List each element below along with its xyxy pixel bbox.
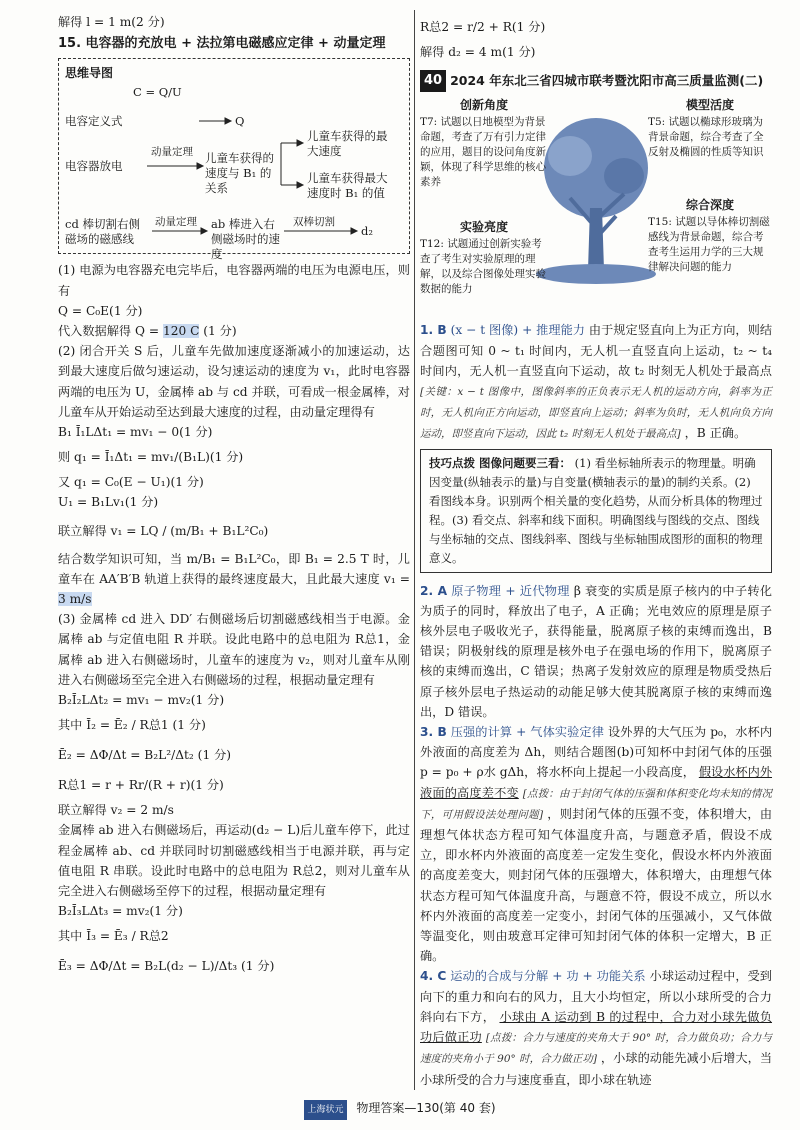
- column-divider: [414, 10, 415, 1090]
- model-heading: 模型活度: [685, 98, 734, 113]
- eq-q1-c0: 又 q₁ = C₀(E − U₁)(1 分): [58, 475, 204, 490]
- cap-definition: 电容定义式: [65, 114, 123, 129]
- experiment-text: T12: 试题通过创新实验考查了考生对实验原理的理解，以及综合图像处理实验数据的能力: [420, 238, 546, 296]
- max-speed-node: 儿童车获得的最大速度: [307, 129, 388, 159]
- solution-part-2: (2) 闭合开关 S 后，儿童车先做加速度逐渐减小的加速运动，达到最大速度后做匀速运动，设匀速运动的速度为 v₁，此时电容器两端的电压为 U，金属棒 ab 与 cd 并联，可看成一根金属棒，对儿童车从开始运动至达到最大速度的过程，由动量定理得有: [58, 344, 410, 419]
- eq-q1: 则 q₁ = Ī₁Δt₁ = mv₁/(B₁L)(1 分): [58, 450, 244, 465]
- exam-title: 2024 年东北三省四城市联考暨沈阳市高三质量监测(二): [450, 73, 764, 89]
- eq-q-c0e: Q = C₀E(1 分): [58, 303, 143, 318]
- answer-1-text: 由于规定竖直向上为正方向，则结合题图可知 0 ~ t₁ 时间内，无人机一直竖直向上运动，t₂ ~ t₄ 时间内，无人机一直竖直向下运动，故 t₂ 时刻无人机处于最高点: [420, 323, 773, 378]
- answer-3: [420, 722, 772, 966]
- depth-text: T15: 试题以导体棒切割磁感线为背景命题，综合考查考生运用力学的三大规律解决问题的能力: [648, 216, 770, 274]
- eq-q-result: 120 C: [162, 324, 200, 339]
- eq-r-total-2: R总2 = r/2 + R(1 分): [420, 19, 546, 34]
- solution-part-2-conclusion: [58, 549, 410, 610]
- answer-2-tag: 原子物理 + 近代物理: [451, 583, 570, 598]
- q15-title: 15. 电容器的充放电 + 法拉第电磁感应定律 + 动量定理: [58, 36, 386, 52]
- answer-3-assumption: 假设水杯内外液面的高度差不变: [420, 765, 773, 800]
- page-label: 物理答案—130(第 40 套): [356, 1101, 496, 1115]
- eq-q-prefix: 代入数据解得 Q =: [58, 324, 160, 339]
- eq-u1: U₁ = B₁Lv₁(1 分): [58, 495, 159, 510]
- tip-box: [420, 449, 772, 573]
- highlights-panel: [420, 98, 772, 316]
- answer-1-tag: (x − t 图像) + 推理能力: [450, 323, 586, 338]
- cd-cut-node: cd 棒切割右侧磁场的磁感线: [65, 217, 140, 247]
- right-column: [420, 12, 772, 1090]
- eq-d2: 解得 d₂ = 4 m(1 分): [420, 45, 536, 59]
- answer-4-note: [点拨：合力与速度的夹角大于 90° 时，合力做负功；合力与速度的夹角小于 90° 时，合力做正功]: [420, 1032, 772, 1066]
- publisher-logo: 上海状元: [304, 1100, 346, 1120]
- top-line: 解得 l = 1 m(2 分): [58, 15, 165, 29]
- experiment-block: [420, 220, 548, 297]
- tip-text: (1) 看坐标轴所表示的物理量。明确因变量(纵轴表示的量)与自变量(横轴表示的量)的制约关系。(2) 看图线本身。识别两个相关量的变化趋势，从而分析具体的物理过程。(3) 看交点、斜率和线下面积。明确图线与图线的交点、图线与坐标轴的交点、图线斜率、图线与坐标轴围成图形的面积的物理意义。: [429, 455, 763, 565]
- answer-3-text-1: 设外界的大气压为 p₀，水杯内外液面的高度差为 Δh，则结合题图(b)可知杯中封闭气体的压强 p = p₀ + ρ水 gΔh，将水杯向上提起一小段高度，: [420, 725, 773, 780]
- answer-4-text-2: ，小球的动能先减小后增大，当小球所受的合力与速度垂直，即小球在轨迹: [420, 1051, 773, 1087]
- innovation-heading: 创新角度: [459, 98, 508, 113]
- depth-heading: 综合深度: [685, 198, 734, 213]
- conclusion-text: 结合数学知识可知，当 m/B₁ = B₁L²C₀，即 B₁ = 2.5 T 时，儿童车在 AA′B′B 轨道上获得的最终速度最大，且此最大速度 v₁ =: [58, 551, 410, 586]
- eq-q-value: [58, 321, 410, 341]
- eq-e3: Ē₃ = ΔΦ/Δt = B₂L(d₂ − L)/Δt₃ (1 分): [58, 959, 275, 974]
- eq-q-score: (1 分): [203, 324, 237, 339]
- answer-3-note: [点拨：由于封闭气体的压强和体积变化均未知的情况下，可用假设法处理问题]: [420, 787, 772, 821]
- answer-1: [420, 320, 772, 444]
- q-node: Q: [235, 114, 245, 129]
- exam-number: 40: [420, 70, 446, 92]
- left-column: [58, 12, 410, 981]
- depth-block: [648, 198, 772, 275]
- momentum-label-2: 动量定理: [155, 216, 197, 229]
- solution-part-3: (3) 金属棒 cd 进入 DD′ 右侧磁场后切割磁感线相当于电源。金属棒 ab 与定值电阻 R 并联。设此电路中的总电阻为 R总1，金属棒 ab 进入右侧磁场时，儿童车的速度为 v₂，则对儿童车从刚进入右侧磁场至完全进入右侧磁场的过程，根据动量定理有: [58, 612, 410, 687]
- cap-discharge: 电容器放电: [65, 159, 123, 174]
- double-cut-label: 双棒切割: [293, 216, 335, 229]
- v1-result: 3 m/s: [58, 592, 92, 607]
- eq-momentum-1: B₁ Ī₁LΔt₁ = mv₁ − 0(1 分): [58, 425, 213, 440]
- innovation-block: [420, 98, 548, 190]
- innovation-text: T7: 试题以日地模型为背景命题，考查了万有引力定律的应用，题目的设问角度新颖，体现了科学思维的核心素养: [420, 116, 546, 189]
- solution-part-3b: 金属棒 ab 进入右侧磁场后，再运动(d₂ − L)后儿童车停下，此过程金属棒 ab、cd 并联同时切割磁感线相当于电源并联，再与定值电阻 R 串联。设此时电路中的总电阻为 R总2，则对儿童车从完全进入右侧磁场至停下的过程，根据动量定理有: [58, 823, 410, 899]
- answer-4-label: 4. C: [420, 969, 447, 984]
- answer-4-key: 小球由 A 运动到 B 的过程中，合力对小球先做负功后做正功: [420, 1009, 773, 1045]
- solution-part-1: (1) 电源为电容器充电完毕后，电容器两端的电压为电源电压，则有: [58, 263, 410, 298]
- model-block: [648, 98, 772, 160]
- cap-formula: C = Q/U: [133, 85, 182, 100]
- experiment-heading: 实验亮度: [459, 220, 508, 235]
- eq-i2: 其中 Ī₂ = Ē₂ / R总1 (1 分): [58, 718, 206, 733]
- answer-2-label: 2. A: [420, 583, 448, 598]
- exam-banner: [420, 70, 772, 92]
- max-speed-b1-node: 儿童车获得最大速度时 B₁ 的值: [307, 171, 388, 201]
- answer-3-tag: 压强的计算 + 气体实验定律: [450, 725, 604, 740]
- mind-map: [58, 58, 410, 262]
- answer-1-label: 1. B: [420, 323, 447, 338]
- eq-momentum-2: B₂Ī₂LΔt₂ = mv₁ − mv₂(1 分): [58, 693, 225, 708]
- answer-2: [420, 581, 772, 722]
- mind-map-title: 思维导图: [65, 66, 114, 81]
- eq-e2: Ē₂ = ΔΦ/Δt = B₂L²/Δt₂ (1 分): [58, 748, 232, 763]
- answer-3-text-2: ，则封闭气体的压强不变，体积增大，由理想气体状态方程可知气体温度升高，与题意矛盾，假设不成立，即水杯内外液面的高度差一定发生变化，假设水杯内外液面的高度差变大，则封闭气体的压强增大，体积增大，由理想气体状态方程可知气体温度升高，与题意不符，假设不成立，所以水杯内外液面的高度差一定变小，封闭气体的压强减小，又气体做等温变化，则由玻意耳定律可知封闭气体的体积一定增大，B 正确。: [420, 806, 773, 964]
- eq-v1: 联立解得 v₁ = LQ / (m/B₁ + B₁L²C₀): [58, 523, 269, 538]
- answer-4-tag: 运动的合成与分解 + 功 + 功能关系: [450, 969, 646, 984]
- ab-enter-node: ab 棒进入右侧磁场时的速度: [211, 217, 280, 262]
- eq-v2: 联立解得 v₂ = 2 m/s: [58, 803, 174, 818]
- answer-3-label: 3. B: [420, 725, 447, 740]
- answer-4-text-1: 小球运动过程中，受到向下的重力和向右的风力，且大小均恒定，所以小球所受的合力斜向右下方，: [420, 969, 772, 1024]
- eq-momentum-3: B₂Ī₃LΔt₃ = mv₂(1 分): [58, 904, 183, 919]
- answer-4: [420, 966, 772, 1089]
- model-text: T5: 试题以椭球形玻璃为背景命题，综合考查了全反射及椭圆的性质等知识: [648, 116, 764, 159]
- tip-title: 技巧点拨 图像问题要三看：: [429, 455, 572, 470]
- eq-r-total-1: R总1 = r + Rr/(R + r)(1 分): [58, 778, 224, 793]
- d2-node: d₂: [361, 224, 373, 239]
- car-speed-node: 儿童车获得的速度与 B₁ 的关系: [205, 151, 274, 196]
- answer-1-note: [关键：x − t 图像中，图像斜率的正负表示无人机的运动方向，斜率为正时，无人机向正方向运动，即竖直向上运动；斜率为负时，无人机向负方向运动，即竖直向下运动，因此 t₂ 时刻无人机处于最高点]: [420, 386, 772, 441]
- momentum-label: 动量定理: [151, 146, 193, 159]
- answer-2-text: β 衰变的实质是原子核内的中子转化为质子的同时，释放出了电子，A 正确；光电效应的原理是原子核外层电子吸收光子，获得能量，脱离原子核的束缚而逸出，B 错误；阴极射线的原理是核外电子在强电场的作用下，脱离原子核的束缚而逸出，C 错误；热离子发射效应的原理是物质受热后原子核外层电子热运动的动能足够大使其脱离原子核的束缚而逸出，D 错误。: [420, 583, 772, 719]
- page-footer: [0, 1098, 800, 1120]
- eq-i3: 其中 Ī₃ = Ē₃ / R总2: [58, 929, 169, 944]
- answer-1-end: ，B 正确。: [684, 426, 747, 441]
